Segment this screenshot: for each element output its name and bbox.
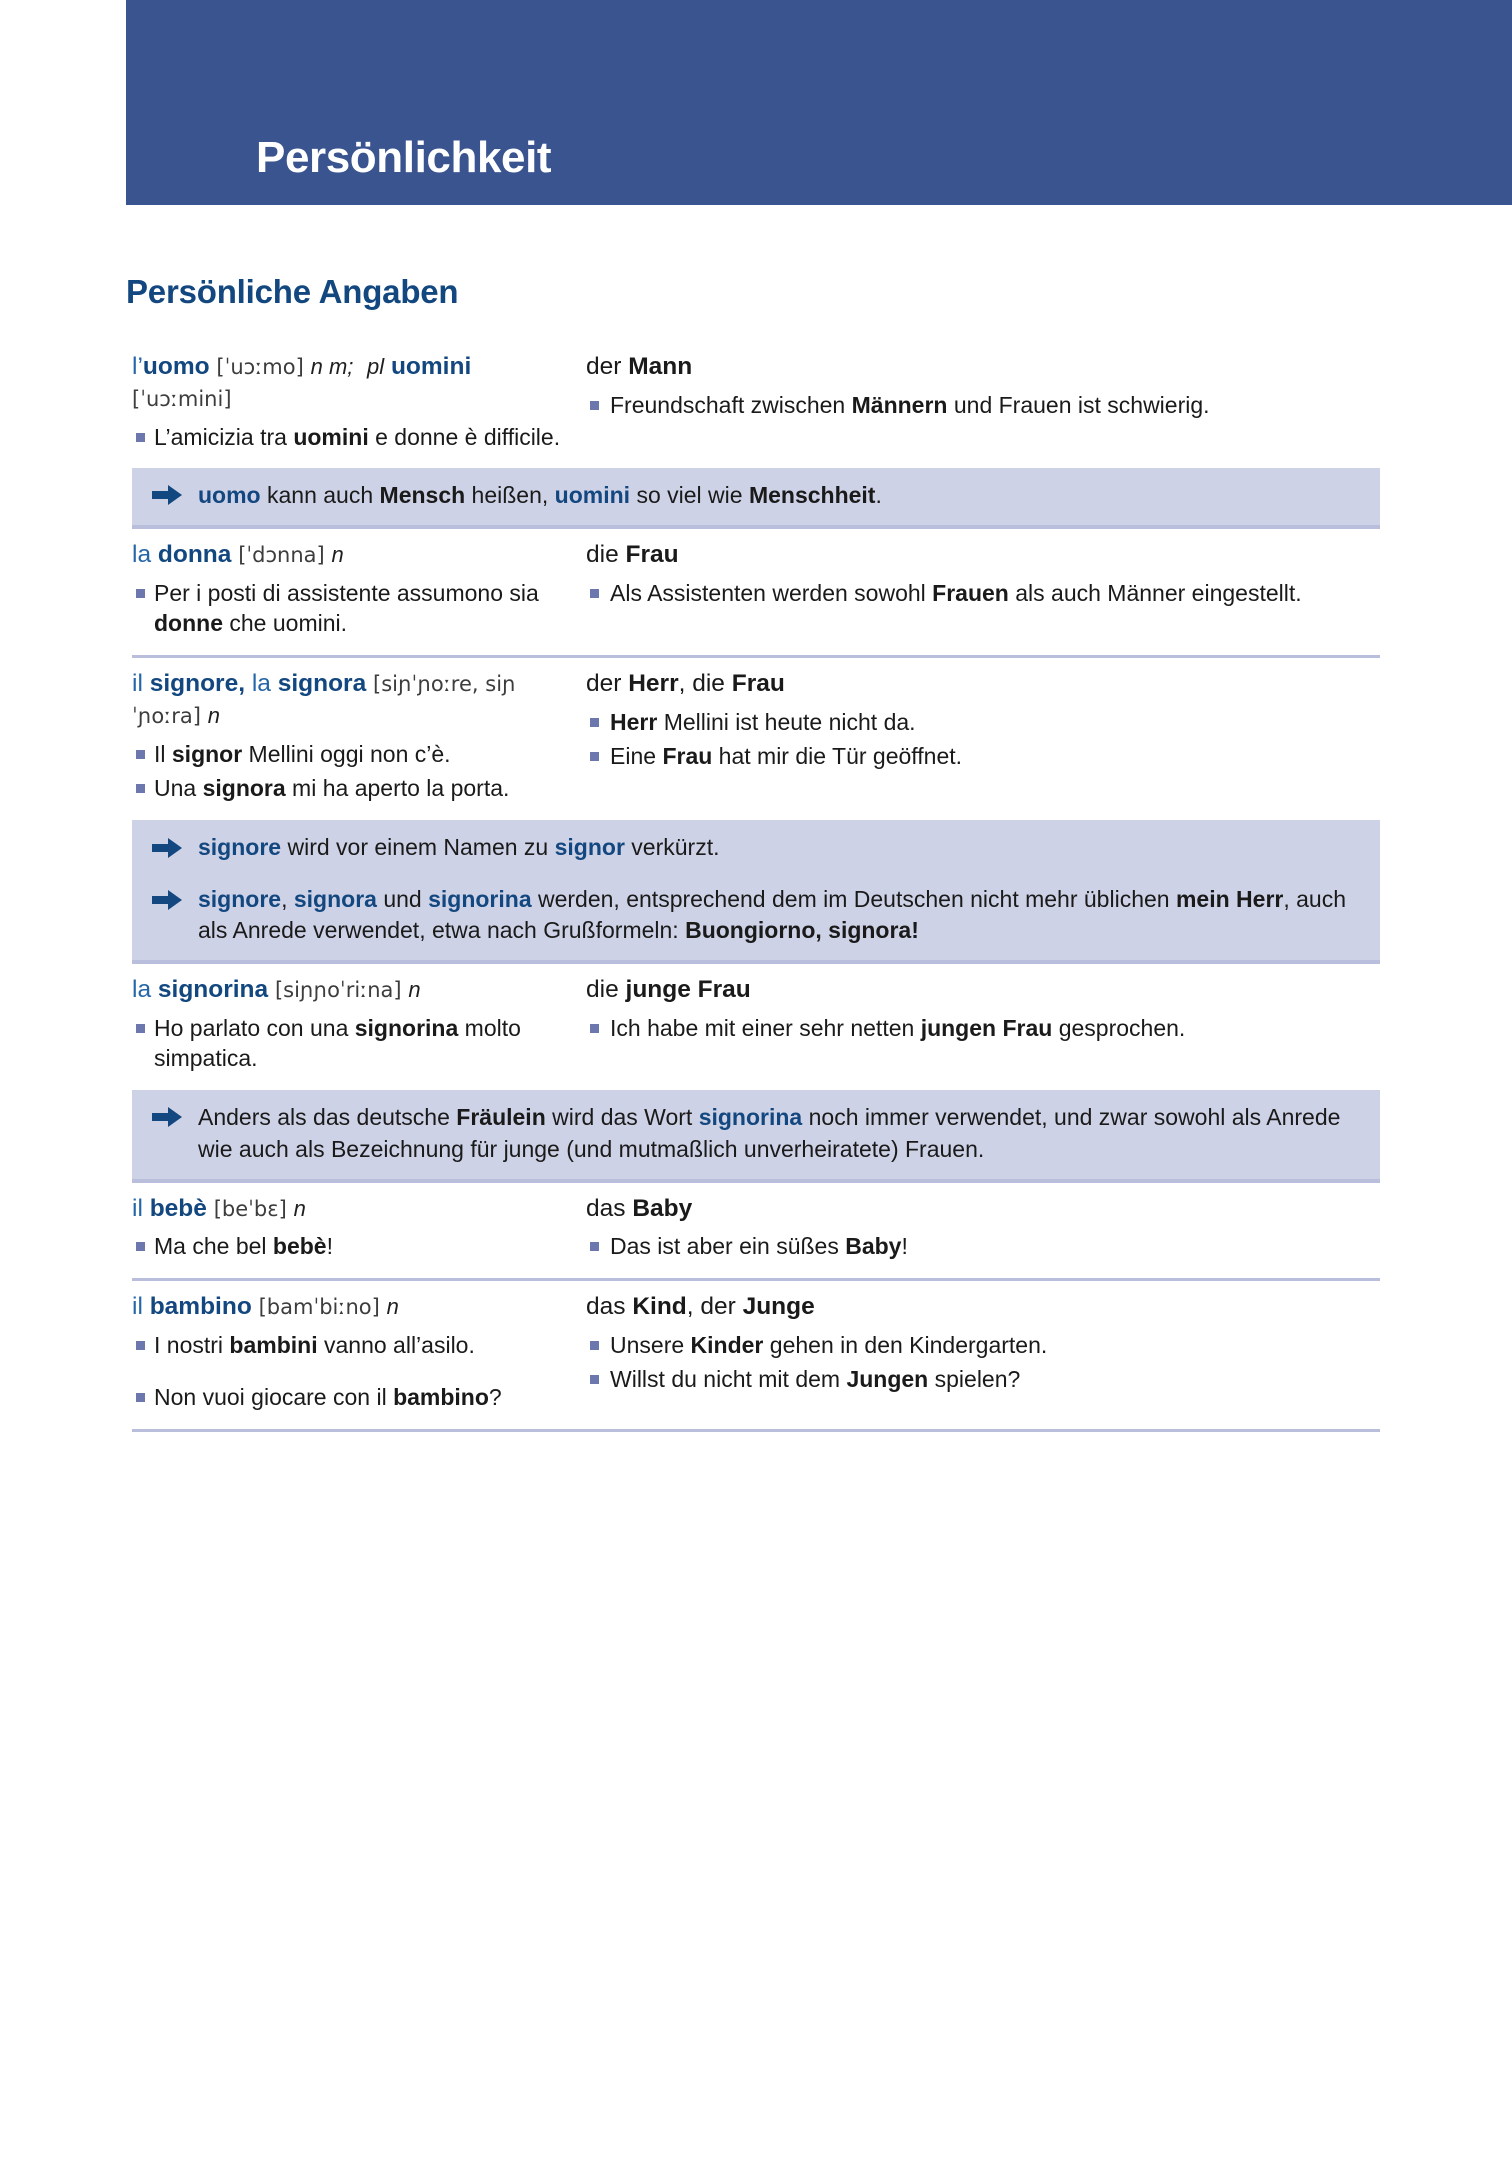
right-arrow-icon — [152, 890, 182, 910]
entry-signore-german — [574, 668, 1380, 776]
examples-italian — [132, 1231, 574, 1262]
headword-signorina — [132, 974, 574, 1006]
list-item: Freundschaft zwischen Männern und Frauen ist schwierig. — [586, 390, 1380, 421]
lemma: uomo — [142, 353, 210, 380]
square-bullet-icon — [136, 784, 145, 793]
entry-uomo-italian — [132, 351, 574, 456]
article-2: la — [251, 670, 271, 697]
entry-donna — [132, 529, 1380, 655]
translation-signore: der Herr, die Frau — [586, 670, 785, 697]
square-bullet-icon — [136, 1024, 145, 1033]
plural-label: pl — [367, 354, 385, 379]
grammar-label: n — [293, 1195, 306, 1221]
ipa-transcription-plural: [ˈuɔːmini] — [132, 386, 232, 411]
ipa-transcription: [siɲˈɲoːre, siɲˈɲoːra] — [132, 672, 516, 728]
examples-italian — [132, 1013, 574, 1074]
right-arrow-icon — [152, 1107, 182, 1127]
page-title: Persönlichkeit — [256, 133, 552, 182]
list-item: L’amicizia tra uomini e donne è difficile. — [132, 422, 574, 453]
article: il — [132, 1292, 143, 1320]
entry-bambino — [132, 1281, 1380, 1429]
lemma: bebè — [149, 1194, 207, 1222]
headword-signore — [132, 668, 574, 732]
examples-german — [586, 1231, 1380, 1262]
entry-bebe-italian — [132, 1193, 574, 1266]
list-item: Eine Frau hat mir die Tür geöffnet. — [586, 741, 1380, 772]
ipa-transcription: [bamˈbiːno] — [258, 1294, 380, 1319]
entry-uomo-german — [574, 351, 1380, 424]
square-bullet-icon — [136, 750, 145, 759]
entry-signore — [132, 658, 1380, 820]
list-item: Non vuoi giocare con il bambino? — [132, 1382, 574, 1413]
square-bullet-icon — [590, 401, 599, 410]
header-band — [126, 0, 1512, 205]
list-item: Als Assistenten werden sowohl Frauen als auch Männer eingestellt. — [586, 578, 1380, 609]
examples-italian — [132, 578, 574, 639]
grammar-label: n — [386, 1293, 399, 1319]
grammar-label: n — [408, 977, 421, 1003]
headword-bebe — [132, 1193, 574, 1225]
entry-bambino-italian — [132, 1291, 574, 1417]
examples-german — [586, 390, 1380, 421]
lemma: signorina — [157, 976, 269, 1004]
note-text: Anders als das deutsche Fräulein wird das Wort signorina noch immer verwendet, und zwar sowohl als Anrede wie auch als Bezeichnung für junge (und mutmaßlich unverheiratete) Frauen. — [198, 1104, 1341, 1162]
list-item: Das ist aber ein süßes Baby! — [586, 1231, 1380, 1262]
divider — [132, 1429, 1380, 1432]
entry-bambino-german — [574, 1291, 1380, 1399]
list-item: Unsere Kinder gehen in den Kindergarten. — [586, 1330, 1380, 1361]
entry-bebe-german — [574, 1193, 1380, 1266]
article: il — [132, 1194, 143, 1222]
entry-uomo — [132, 341, 1380, 468]
page-body — [0, 205, 1512, 1432]
note-text: signore wird vor einem Namen zu signor verkürzt. — [198, 833, 720, 860]
list-item: Il signor Mellini oggi non c’è. — [132, 739, 574, 770]
square-bullet-icon — [136, 1393, 145, 1402]
headword-bambino — [132, 1291, 574, 1323]
grammar-label: n m; — [310, 354, 354, 379]
list-item: Ich habe mit einer sehr netten jungen Frau gesprochen. — [586, 1013, 1380, 1044]
note-text: signore, signora und signorina werden, entsprechend dem im Deutschen nicht mehr üblichen mein Herr, auch als Anrede verwendet, etwa nach Grußformeln: Buongiorno, signora! — [198, 885, 1346, 944]
examples-german — [586, 1013, 1380, 1044]
list-item: Willst du nicht mit dem Jungen spielen? — [586, 1364, 1380, 1395]
translation-signorina: die junge Frau — [586, 976, 751, 1004]
entry-bebe — [132, 1183, 1380, 1278]
square-bullet-icon — [590, 718, 599, 727]
article: il — [132, 670, 143, 697]
list-item: Ho parlato con una signorina molto simpatica. — [132, 1013, 574, 1074]
grammar-label: n — [207, 702, 221, 728]
note-signore-group — [132, 820, 1380, 964]
translation-bambino: das Kind, der Junge — [586, 1292, 815, 1320]
article: la — [132, 541, 152, 568]
examples-italian — [132, 422, 574, 453]
translation-bebe: das Baby — [586, 1194, 693, 1222]
square-bullet-icon — [590, 1242, 599, 1251]
square-bullet-icon — [590, 589, 599, 598]
square-bullet-icon — [590, 752, 599, 761]
note-signore-2 — [152, 884, 1360, 947]
article: l’ — [132, 353, 143, 380]
note-signore-1 — [152, 832, 1360, 864]
examples-german — [586, 578, 1380, 609]
lemma: bambino — [149, 1292, 252, 1320]
note-uomo — [132, 468, 1380, 529]
article: la — [132, 976, 152, 1004]
ipa-transcription: [siɲɲoˈriːna] — [274, 978, 402, 1003]
examples-german — [586, 1330, 1380, 1395]
entry-signorina-italian — [132, 974, 574, 1078]
headword-uomo — [132, 351, 574, 415]
translation-uomo: der Mann — [586, 353, 693, 380]
square-bullet-icon — [136, 1242, 145, 1251]
square-bullet-icon — [136, 589, 145, 598]
square-bullet-icon — [590, 1024, 599, 1033]
right-arrow-icon — [152, 485, 182, 505]
examples-italian — [132, 1330, 574, 1413]
entry-list — [0, 341, 1512, 1432]
note-text: uomo kann auch Mensch heißen, uomini so viel wie Menschheit. — [198, 482, 882, 509]
note-signorina — [132, 1090, 1380, 1182]
right-arrow-icon — [152, 838, 182, 858]
section-title: Persönliche Angaben — [126, 273, 459, 310]
square-bullet-icon — [590, 1341, 599, 1350]
ipa-transcription: [beˈbɛ] — [213, 1196, 287, 1221]
lemma-2: signora — [277, 670, 367, 697]
lemma-plural: uomini — [390, 353, 472, 380]
entry-signorina-german — [574, 974, 1380, 1047]
list-item: I nostri bambini vanno all’asilo. — [132, 1330, 574, 1361]
examples-italian — [132, 739, 574, 804]
entry-donna-italian — [132, 539, 574, 643]
square-bullet-icon — [136, 1341, 145, 1350]
entry-donna-german — [574, 539, 1380, 612]
headword-donna — [132, 539, 574, 571]
ipa-transcription: [ˈuɔːmo] — [216, 355, 304, 379]
examples-german — [586, 707, 1380, 772]
entry-signorina — [132, 964, 1380, 1090]
entry-signore-italian — [132, 668, 574, 808]
grammar-label: n — [331, 542, 344, 567]
square-bullet-icon — [590, 1375, 599, 1384]
list-item: Herr Mellini ist heute nicht da. — [586, 707, 1380, 738]
list-item: Per i posti di assistente assumono sia donne che uomini. — [132, 578, 574, 639]
ipa-transcription: [ˈdɔnna] — [238, 543, 325, 567]
list-item: Ma che bel bebè! — [132, 1231, 574, 1262]
lemma: signore, — [149, 670, 245, 697]
square-bullet-icon — [136, 433, 145, 442]
list-item: Una signora mi ha aperto la porta. — [132, 773, 574, 804]
lemma: donna — [157, 541, 232, 568]
translation-donna: die Frau — [586, 541, 679, 568]
